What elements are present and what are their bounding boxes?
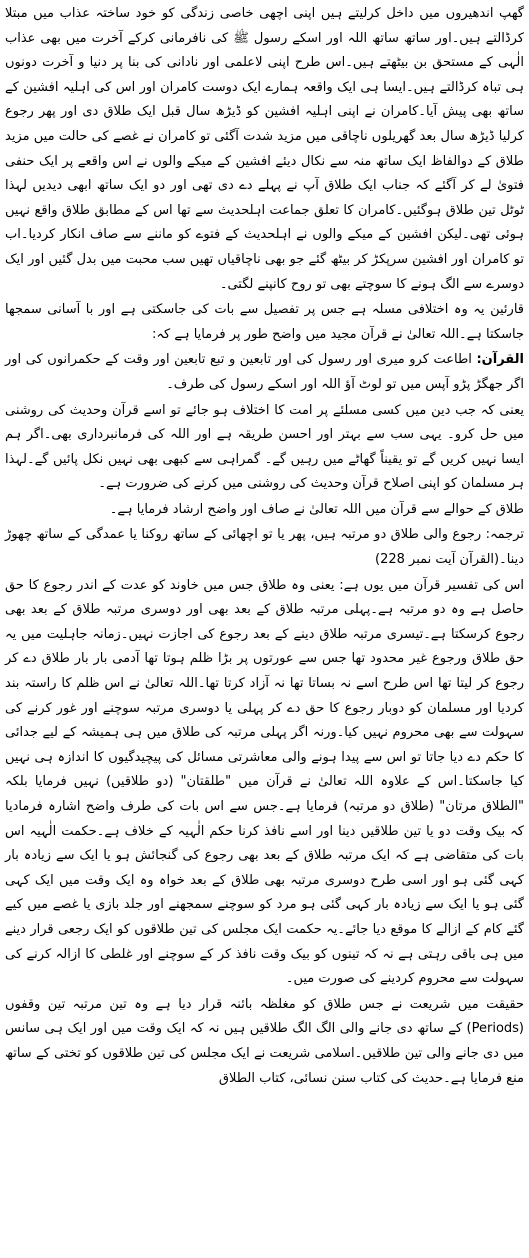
paragraph-resolution: یعنی کہ جب دین میں کسی مسلئے پر امت کا اختلاف ہو جائے تو اسے قرآن وحدیث کی روشنی میں حل کرو۔ یہی سب سے بہتر اور احسن طریقہ ہے اور اللہ کی فرمانبرداری بھی۔اگر ہم ایسا نہیں کریں گے تو یقیناً گھاٹے میں رہیں گے۔ گمراہی سے کبھی بھی نہیں نکل پائیں گے۔لہذا ہر مسلمان کو اپنی اصلاح قرآن وحدیث کی روشنی میں کرنے کی ضرورت ہے۔ bbox=[5, 402, 524, 492]
translation-close: ) bbox=[375, 552, 381, 568]
quran-quote-text: اطاعت کرو میری اور رسول کی اور تابعین و تبع تابعین اور وقت کے حکمرانوں کی اور اگر جھگڑ پڑو آپس میں تو لوٹ آؤ اللہ اور اسکے رسول کی طرف۔ bbox=[5, 352, 524, 392]
paragraph-intro-quran: قارئین یہ وہ اختلافی مسلہ ہے جس پر تفصیل سے بات کی جاسکتی ہے اور با آسانی سمجھا جاسکتا ہے۔اللہ تعالیٰ نے قرآن مجید میں واضح طور پر فرمایا ہے کہ: bbox=[5, 302, 524, 342]
translation-block bbox=[5, 523, 524, 572]
paragraph-tafseer: اس کی تفسیر قرآن میں یوں ہے: یعنی وہ طلاق جس میں خاوند کو عدت کے اندر رجوع کا حق حاصل ہے وہ دو مرتبہ ہے۔پہلی مرتبہ طلاق کے بعد بھی اور دوسری مرتبہ طلاق کے بعد بھی رجوع کرسکتا ہے۔تیسری مرتبہ طلاق دینے کے بعد رجوع کی اجازت نہیں۔زمانہ جاہلیت میں یہ حق طلاق ورجوع غیر محدود تھا جس سے عورتوں پر بڑا ظلم ہوتا تھا آدمی بار بار طلاق دے کر رجوع کر لیتا تھا اس طرح اسے نہ بساتا تھا نہ آزاد کرتا تھا۔اللہ تعالیٰ نے اس ظلم کا راستہ بند کردیا اور مسلمان کو دوبار رجوع کا حق دے کر پہلی یا دوسری مرتبہ سوچنے اور غور کرنے کی سہولت سے بھی محروم نہیں کیا۔ورنہ اگر پہلی مرتبہ کی طلاق میں ہی ہمیشہ کے لیے جدائی کا حکم دے دیا جاتا تو اس سے پیدا ہونے والی معاشرتی مسائل کی پیچیدگیوں کا اندازہ ہی نہیں کیا جاسکتا۔اس کے علاوہ اللہ تعالیٰ نے قرآن میں "طلقتان" (دو طلاقیں) نہیں فرمایا بلکہ "الطلاق مرتان" (طلاق دو مرتبہ) فرمایا ہے۔جس سے اس بات کی طرف واضح اشارہ فرمادیا کہ بیک وقت دو یا تین طلاقیں دینا اور اسے نافذ کرنا حکم الٰہیہ کے خلاف ہے۔حکمت الٰہیہ اس بات کی متقاضی ہے کہ ایک مرتبہ طلاق کے بعد بھی رجوع کی گنجائش ہو یا ایک سے زیادہ بار کہی گئی ہو اور اسی طرح دوسری مرتبہ بھی طلاق کے بعد خواہ وہ ایک وقت میں ایک کہی گئی ہو یا ایک سے زیادہ بار کہی گئی ہو مرد کو سوچنے سمجھنے اور جلد بازی یا غصے میں کیے گئے کام کے ازالے کا موقع دیا جائے۔یہ حکمت ایک مجلس کی تین طلاقوں کو ایک رجعی قرار دینے میں ہی باقی رہتی ہے نہ کہ تینوں کو بیک وقت نافذ کر کے سوچنے اور غلطی کا ازالہ کرنے کی سہولت سے محروم کردینے کی صورت میں۔ bbox=[5, 577, 524, 987]
verse-number: 228 bbox=[380, 552, 405, 568]
quran-quote-label: القرآن: bbox=[476, 352, 524, 368]
paragraph-shariah: حقیقت میں شریعت نے جس طلاق کو مغلظہ بائنہ قرار دیا ہے وہ تین مرتبہ تین وقفوں (Periods) کے ساتھ دی جانے والی الگ الگ طلاقیں ہیں نہ کہ ایک وقت میں اور ایک ہی سانس میں دی جانے والی تین طلاقیں۔اسلامی شریعت نے ایک مجلس کی تین طلاقوں کو تختی کے ساتھ منع فرمایا ہے۔حدیث کی کتاب سنن نسائی، کتاب الطلاق bbox=[5, 996, 524, 1086]
quran-quote bbox=[5, 348, 524, 397]
translation-text: ترجمہ: رجوع والی طلاق دو مرتبہ ہیں، پھر یا تو اچھائی کے ساتھ روکنا یا عمدگی کے ساتھ چھوڑ دینا۔(القرآن آیت نمبر bbox=[5, 527, 524, 568]
paragraph-story: گھپ اندھیروں میں داخل کرلیتے ہیں اپنی اچھی خاصی زندگی کو خود ساختہ عذاب میں مبتلا کرڈالتے ہیں۔اور ساتھ ساتھ اللہ اور اسکے رسول ﷺ کی نافرمانی کرکے آخرت میں بھی عذاب الٰہی کے مستحق بن بیٹھتے ہیں۔اس طرح اپنی لاعلمی اور نادانی کی بنا پر دنیا و آخرت دونوں ہی تباہ کرڈالتے ہیں۔ایسا ہی ایک واقعہ ہمارے ایک دوست کامران اور اس کی اہلیہ افشین کے ساتھ بھی پیش آیا۔کامران نے اپنی اہلیہ افشین کو ڈیڑھ سال قبل ایک طلاق دی اور پھر رجوع کرلیا ڈیڑھ سال بعد گھریلوں ناچاقی میں مزید شدت آگئی تو کامران نے غصے کی حالت میں مزید طلاق کے دوالفاظ ایک ساتھ منہ سے نکال دیئے افشین کے میکے والوں نے اس واقعے پر ایک حنفی فتویٰ لے کر آگئے کہ جناب ایک طلاق آپ نے پہلے دے دی تھی اور دو ایک ساتھ ابھی دیدیں لہذا ٹوٹل تین طلاق ہوگئیں۔کامران کا تعلق جماعت اہلحدیث سے تھا اس کے مطابق طلاق واقع نہیں ہوئی تھی۔لیکن افشین کے میکے والوں نے اہلحدیث کے فتوے کو ماننے سے صاف انکار کردیا۔اب تو کامران اور افشین سرپکڑ کر بیٹھ گئے جو بھی ناچاقیاں تھیں سب محبت میں بدل گئیں اور ایک دوسرے سے الگ ہونے کا سوچتے بھی تو روح کانپنے لگتی۔ bbox=[5, 6, 524, 292]
paragraph-talaq-intro: طلاق کے حوالے سے قرآن میں اللہ تعالیٰ نے صاف اور واضح ارشاد فرمایا ہے۔ bbox=[109, 501, 524, 517]
